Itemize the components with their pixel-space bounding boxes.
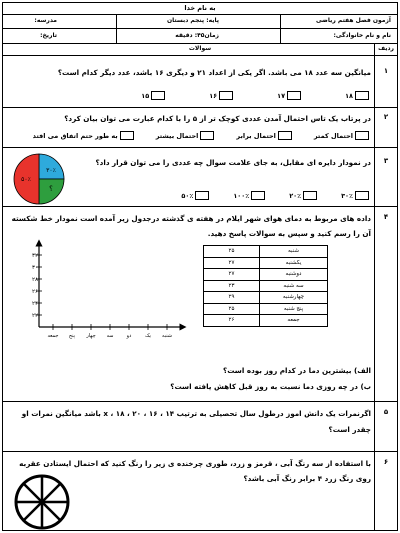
q3-number: ۳ bbox=[383, 157, 389, 165]
exam-sheet bbox=[2, 2, 398, 531]
q4-number: ۴ bbox=[383, 213, 389, 221]
pie-chart bbox=[11, 151, 67, 207]
col-row-header: ردیف bbox=[378, 45, 394, 52]
student-name-label: نام و نام خانوادگی: bbox=[333, 32, 391, 39]
q3-options bbox=[181, 191, 371, 200]
q6-text-line1: با استفاده از سه رنگ آبی ، قرمز و زرد، طوری چرخنده ی زیر را رنگ کنید که احتمال ایستادن عقربه bbox=[19, 459, 371, 468]
checkbox[interactable] bbox=[200, 131, 214, 140]
school-label: مدرسه: bbox=[34, 17, 57, 24]
day-cell: یکشنبه bbox=[260, 257, 328, 269]
day-cell: چهارشنبه bbox=[260, 292, 328, 304]
temperature-table bbox=[203, 245, 328, 327]
day-cell: دوشنبه bbox=[260, 269, 328, 281]
x-tick-label: پنج bbox=[68, 333, 76, 339]
q4-text-line2: آن را رسم کنید و سپس به سوالات پاسخ دهید. bbox=[207, 229, 371, 238]
checkbox[interactable] bbox=[278, 131, 292, 140]
time-label: زمان۴۵: دقیقه bbox=[175, 32, 219, 39]
q2-option[interactable]: احتمال برابر bbox=[236, 131, 293, 140]
spinner-wheel bbox=[13, 473, 71, 531]
q2-option[interactable]: احتمال بیشتر bbox=[156, 131, 217, 140]
line-graph-axes bbox=[17, 239, 187, 339]
q4-sub-a: الف) بیشترین دما در کدام روز بوده است؟ bbox=[223, 366, 371, 375]
q5-text-line1: اگرنمرات یک دانش اموز درطول سال تحصیلی به ترتیب ۱۴ ، ۱۶ ، ۲۰ ، ۱۸ ، x باشد میانگین نمرات او bbox=[21, 409, 371, 418]
checkbox[interactable] bbox=[355, 91, 369, 100]
checkbox[interactable] bbox=[151, 91, 165, 100]
bismillah: به نام خدا bbox=[184, 4, 216, 12]
q3-option[interactable]: ۵۰٪ bbox=[181, 191, 211, 200]
checkbox[interactable] bbox=[120, 131, 134, 140]
q6-number: ۶ bbox=[383, 458, 389, 466]
day-cell: شنبه bbox=[260, 246, 328, 258]
table-row bbox=[204, 280, 328, 292]
checkbox[interactable] bbox=[219, 91, 233, 100]
q1-text: میانگین سه عدد ۱۸ می باشد. اگر یکی از اعداد ۲۱ و دیگری ۱۶ باشد، عدد دیگر کدام است؟ bbox=[57, 68, 371, 77]
q2-option[interactable]: احتمال کمتر bbox=[314, 131, 371, 140]
x-tick-label: جمعه bbox=[47, 333, 59, 339]
checkbox[interactable] bbox=[303, 191, 317, 200]
q6-text-line2: روی رنگ زرد ۴ برابر رنگ آبی باشد؟ bbox=[243, 474, 371, 483]
temperature-cell: ۲۶ bbox=[204, 315, 260, 327]
pie-label-red: ۵۰٪ bbox=[21, 176, 31, 183]
checkbox[interactable] bbox=[287, 91, 301, 100]
checkbox[interactable] bbox=[251, 191, 265, 200]
q3-option[interactable]: ۲۰٪ bbox=[289, 191, 319, 200]
day-cell: پنج شنبه bbox=[260, 303, 328, 315]
pie-label-green: ؟ bbox=[49, 185, 53, 193]
q1-option[interactable]: ۱۸ bbox=[345, 91, 371, 100]
table-row bbox=[204, 292, 328, 304]
col-questions-header: سوالات bbox=[188, 45, 212, 52]
temperature-cell: ۲۵ bbox=[204, 303, 260, 315]
table-row bbox=[204, 269, 328, 281]
q2-text: در پرتاب یک تاس احتمال آمدن عددی کوچک تر از ۵ را با کدام عبارت می توان بیان کرد؟ bbox=[64, 114, 371, 123]
table-row bbox=[204, 246, 328, 258]
date-label: تاریخ: bbox=[40, 32, 57, 39]
table-row bbox=[204, 303, 328, 315]
q5-text-line2: چقدر است؟ bbox=[328, 425, 371, 434]
y-tick-label: ۲۴ bbox=[32, 301, 38, 307]
q2-options bbox=[33, 131, 371, 140]
x-tick-label: دو bbox=[126, 333, 132, 339]
grade-label: پایه: پنجم دبستان bbox=[167, 17, 219, 24]
q3-option[interactable]: ۳۰٪ bbox=[341, 191, 371, 200]
checkbox[interactable] bbox=[195, 191, 209, 200]
pie-label-blue: ۳۰٪ bbox=[46, 167, 56, 174]
q2-number: ۲ bbox=[383, 113, 389, 121]
temperature-cell: ۲۷ bbox=[204, 257, 260, 269]
q1-option[interactable]: ۱۶ bbox=[209, 91, 235, 100]
q5-number: ۵ bbox=[383, 408, 389, 416]
q1-option[interactable]: ۱۵ bbox=[141, 91, 167, 100]
q3-text: در نمودار دایره ای مقابل، به جای علامت سوال چه عددی را می توان قرار داد؟ bbox=[95, 158, 371, 167]
y-tick-label: ۳۰ bbox=[32, 265, 38, 271]
y-tick-label: ۲۶ bbox=[32, 289, 38, 295]
x-tick-label: شنبه bbox=[162, 333, 172, 339]
q2-option[interactable]: به طور حتم اتفاق می افتد bbox=[33, 131, 136, 140]
exam-title: آزمون فصل هفتم ریاضی bbox=[315, 17, 391, 24]
day-cell: جمعه bbox=[260, 315, 328, 327]
table-row bbox=[204, 315, 328, 327]
y-tick-label: ۲۲ bbox=[32, 313, 38, 319]
temperature-cell: ۲۳ bbox=[204, 280, 260, 292]
q4-sub-b: ب) در چه روزی دما نسبت به روز قبل کاهش یافته است؟ bbox=[170, 382, 371, 391]
x-tick-label: سه bbox=[106, 333, 114, 339]
checkbox[interactable] bbox=[355, 191, 369, 200]
y-tick-label: ۳۲ bbox=[32, 253, 38, 259]
day-cell: سه شنبه bbox=[260, 280, 328, 292]
q1-options bbox=[141, 91, 371, 100]
x-tick-label: چهار bbox=[86, 333, 96, 339]
temperature-cell: ۲۷ bbox=[204, 269, 260, 281]
q1-number: ۱ bbox=[383, 67, 389, 75]
table-row bbox=[204, 257, 328, 269]
q3-option[interactable]: ۱۰۰٪ bbox=[233, 191, 267, 200]
y-tick-label: ۲۸ bbox=[32, 277, 38, 283]
q1-option[interactable]: ۱۷ bbox=[277, 91, 303, 100]
x-tick-label: یک bbox=[145, 333, 151, 339]
temperature-cell: ۲۹ bbox=[204, 292, 260, 304]
checkbox[interactable] bbox=[355, 131, 369, 140]
temperature-cell: ۲۵ bbox=[204, 246, 260, 258]
q4-text-line1: داده های مربوط به دمای هوای شهر ایلام در هفته ی گذشته درجدول زیر آمده است نمودار خط شکسته bbox=[11, 214, 371, 223]
